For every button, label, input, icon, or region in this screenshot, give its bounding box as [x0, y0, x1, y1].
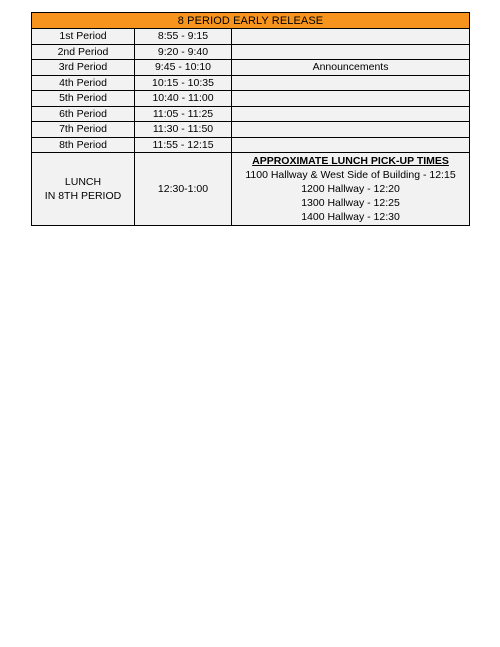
table-row	[32, 75, 470, 91]
table-row	[32, 106, 470, 122]
title-row	[32, 13, 470, 29]
period-name: 1st Period	[32, 29, 135, 45]
period-name: 5th Period	[32, 91, 135, 107]
table-row	[32, 122, 470, 138]
period-name: 8th Period	[32, 137, 135, 153]
period-time: 10:40 - 11:00	[135, 91, 232, 107]
lunch-pickup-times	[232, 153, 470, 226]
period-time: 10:15 - 10:35	[135, 75, 232, 91]
lunch-row	[32, 153, 470, 226]
period-note	[232, 106, 470, 122]
schedule-title: 8 PERIOD EARLY RELEASE	[32, 13, 470, 29]
pickup-time-item: 1300 Hallway - 12:25	[301, 197, 400, 209]
period-name: 2nd Period	[32, 44, 135, 60]
pickup-time-item: 1400 Hallway - 12:30	[301, 211, 400, 223]
period-name: 4th Period	[32, 75, 135, 91]
period-time: 11:05 - 11:25	[135, 106, 232, 122]
pickup-heading: APPROXIMATE LUNCH PICK-UP TIMES	[252, 155, 449, 167]
period-time: 9:45 - 10:10	[135, 60, 232, 76]
early-release-schedule-table	[31, 12, 470, 226]
period-note	[232, 75, 470, 91]
period-time: 11:55 - 12:15	[135, 137, 232, 153]
pickup-time-item: 1200 Hallway - 12:20	[301, 183, 400, 195]
table-row	[32, 137, 470, 153]
pickup-time-item: 1100 Hallway & West Side of Building - 12:15	[245, 169, 456, 181]
period-time: 11:30 - 11:50	[135, 122, 232, 138]
lunch-label-line2: IN 8TH PERIOD	[44, 190, 122, 202]
period-note	[232, 29, 470, 45]
table-row	[32, 60, 470, 76]
lunch-label	[32, 153, 135, 226]
period-note	[232, 137, 470, 153]
period-note	[232, 122, 470, 138]
period-time: 9:20 - 9:40	[135, 44, 232, 60]
period-name: 3rd Period	[32, 60, 135, 76]
period-note	[232, 44, 470, 60]
table-row	[32, 91, 470, 107]
table-row	[32, 29, 470, 45]
period-time: 8:55 - 9:15	[135, 29, 232, 45]
table-row	[32, 44, 470, 60]
announcements-note: Announcements	[232, 60, 470, 76]
period-name: 6th Period	[32, 106, 135, 122]
lunch-time: 12:30-1:00	[135, 153, 232, 226]
lunch-label-line1: LUNCH	[64, 176, 102, 188]
period-note	[232, 91, 470, 107]
period-name: 7th Period	[32, 122, 135, 138]
